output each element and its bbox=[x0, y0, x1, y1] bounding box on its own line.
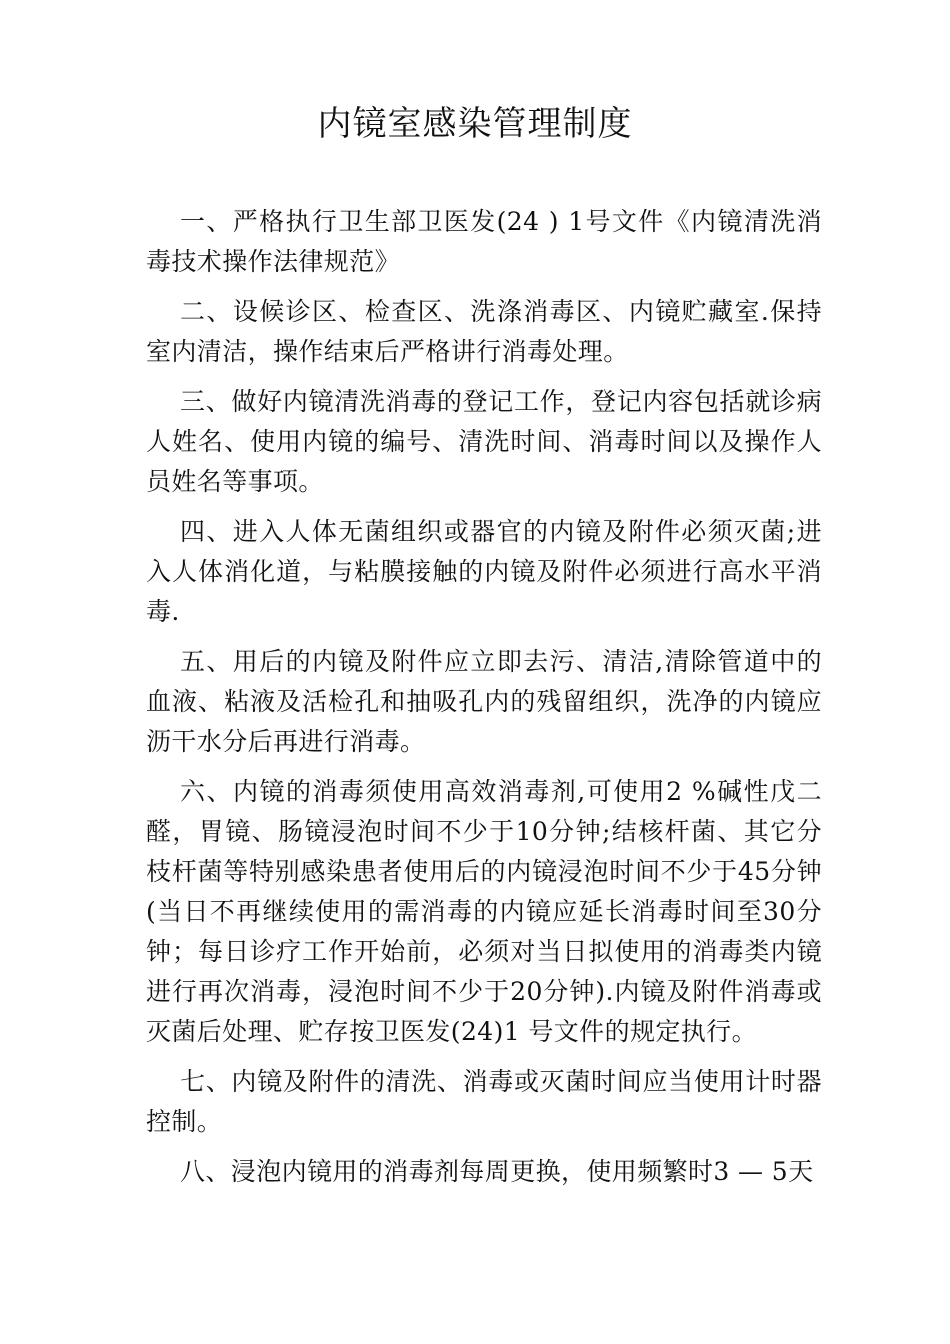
paragraph-7: 七、内镜及附件的清洗、消毒或灭菌时间应当使用计时器控制。 bbox=[146, 1067, 822, 1136]
paragraph-3: 三、做好内镜清洗消毒的登记工作，登记内容包括就诊病人姓名、使用内镜的编号、清洗时间、消毒时间以及操作人员姓名等事项。 bbox=[146, 387, 822, 496]
document-body bbox=[146, 202, 822, 1202]
paragraph-2: 二、设候诊区、检查区、洗涤消毒区、内镜贮藏室.保持室内清洁，操作结束后严格讲行消毒处理。 bbox=[146, 297, 822, 366]
paragraph-8: 八、浸泡内镜用的消毒剂每周更换，使用频繁时3 — 5天 bbox=[180, 1157, 814, 1186]
paragraph-6: 六、内镜的消毒须使用高效消毒剂,可使用2 %碱性戊二醛，胃镜、肠镜浸泡时间不少于10分钟;结核杆菌、其它分枝杆菌等特别感染患者使用后的内镜浸泡时间不少于45分钟(当日不再继续使用的需消毒的内镜应延长消毒时间至30分钟；每日诊疗工作开始前，必须对当日拟使用的消毒类内镜进行再次消毒，浸泡时间不少于20分钟).内镜及附件消毒或灭菌后处理、贮存按卫医发(24)1 号文件的规定执行。 bbox=[146, 777, 822, 1046]
paragraph-4: 四、进入人体无菌组织或器官的内镜及附件必须灭菌;进入人体消化道，与粘膜接触的内镜及附件必须进行高水平消毒. bbox=[146, 517, 822, 626]
paragraph-5: 五、用后的内镜及附件应立即去污、清洁,清除管道中的血液、粘液及活检孔和抽吸孔内的残留组织，洗净的内镜应沥干水分后再进行消毒。 bbox=[146, 647, 822, 756]
paragraph-1: 一、严格执行卫生部卫医发(24 ) 1号文件《内镜清洗消毒技术操作法律规范》 bbox=[146, 207, 822, 276]
page-title: 内镜室感染管理制度 bbox=[317, 104, 633, 144]
